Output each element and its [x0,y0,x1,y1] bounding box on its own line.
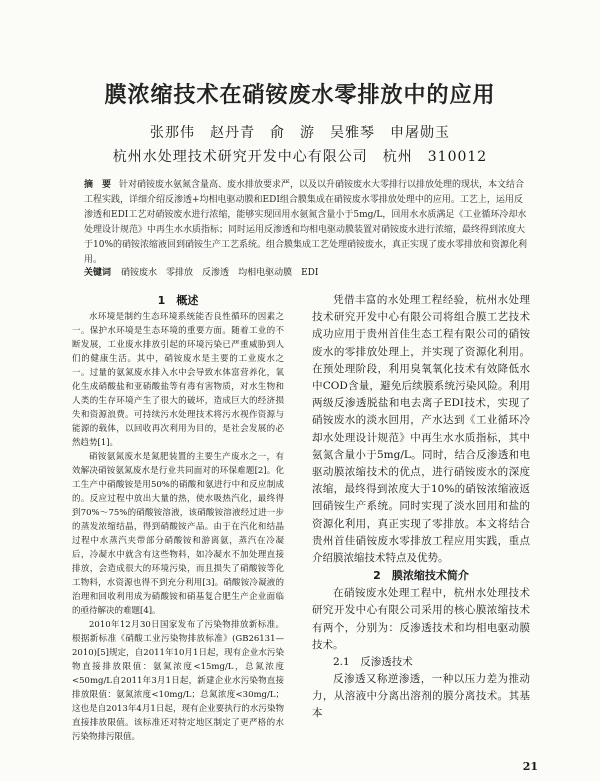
paragraph: 2010年12月30日国家发布了污染物排放新标准。根据新标准《硝酸工业污染物排放标准》(GB26131—2010)[5]规定，自2011年10月1日起，现有企业水污染物直接排放限值：氨氮浓度<15mg/L，总氮浓度<50mg/L自2011年3月1日起，新建企业水污染物直接排放限值：氨氮浓度<10mg/L；总氮浓度<30mg/L；这也是自2013年4月1日起，现有企业要执行的水污染物直接排放限值。该标准还对特定地区制定了更严格的水污染物排污限值。 [72,620,284,742]
keyword: 均相电驱动膜 [238,268,293,278]
keyword: 硝铵废水 [121,268,158,278]
keywords [84,266,530,280]
keyword: EDI [301,268,319,278]
abstract-label: 摘 要 [84,180,112,190]
section-heading: 1 概述 [157,294,199,307]
paragraph: 硝铵氨氮废水是氮肥装置的主要生产废水之一，有效解决硝铵氨氮废水是行业共同面对的环保难题[2]。化工生产中硝酸铵是用50%的硝酸和氨进行中和反应制成的。反应过程中放出大量的热，使水吸热汽化，最终得到70%～75%的硝酸铵溶液，该硝酸铵溶液经过进一步的蒸发浓缩结晶，得到硝酸铵产品。由于在汽化和结晶过程中水蒸汽夹带部分硝酸铵和游离氨，蒸汽在冷凝后，冷凝水中就含有这些物料，如冷凝水不加处理直接排放，会造成很大的环境污染，而且损失了硝酸铵等化工物料，水资源也得不到充分利用[3]。硝酸铵冷凝液的治理和回收利用成为硝酸铵和硝基复合肥生产企业面临的亟待解决的难题[4]。 [72,452,284,616]
right-column [312,292,530,723]
paragraph: 反渗透又称逆渗透，一种以压力差为推动力，从溶液中分离出溶剂的膜分离技术。其基本 [312,673,530,720]
authors: 张那伟 赵丹青 俞 游 吴雅琴 申屠勋玉 [150,125,450,141]
subsection-heading: 2.1 反渗透技术 [333,656,413,669]
keywords-label: 关键词 [84,268,112,278]
abstract-text: 针对硝铵废水氨氮含量高、废水排放要求严，以及以升硝铵废水大零排行以排放处理的现状，本文结合工程实践，详细介绍反渗透+均相电驱动膜和EDI组合膜集成在硝铵废水零排放处理中的应用。工艺上，运用反渗透和EDI工艺对硝铵废水进行浓缩，能够实现回用水氨氮含量小于5mg/L，回用水水质满足《工业循环冷却水处理设计规范》中再生水水质指标；同时运用反渗透和均相电驱动膜装置对硝铵废水进行浓缩，最终得到浓度大于10%的硝铵浓缩液回到硝铵生产工艺系统。组合膜集成工艺处理硝铵废水，真正实现了废水零排放和资源化利用。 [84,180,528,265]
section-heading: 2 膜浓缩技术简介 [373,569,469,583]
paragraph: 在硝铵废水处理工程中，杭州水处理技术研究开发中心有限公司采用的核心膜浓缩技术有两个，分别为：反渗透技术和均相电驱动膜技术。 [312,587,530,651]
abstract [84,178,530,268]
keyword: 零排放 [166,268,194,278]
paragraph: 凭借丰富的水处理工程经验，杭州水处理技术研究开发中心有限公司将组合膜工艺技术成功应用于贵州首佳生态工程有限公司的硝铵废水的零排放处理上，并实现了资源化利用。在预处理阶段，利用臭氧氧化技术有效降低水中COD含量，避免后续膜系统污染风险。利用两级反渗透脱盐和电去离子EDI技术，实现了硝铵废水的淡水回用，产水达到《工业循环冷却水处理设计规范》中再生水水质指标，其中氨氮含量小于5mg/L。同时，结合反渗透和电驱动膜浓缩技术的优点，进行硝铵废水的深度浓缩，最终得到浓度大于10%的硝铵浓缩液返回硝铵生产系统。同时实现了淡水回用和盐的资源化利用，真正实现了零排放。本文将结合贵州首佳硝铵废水零排放工程应用实践，重点介绍膜浓缩技术特点及优势。 [312,294,530,565]
left-column [72,292,284,744]
paragraph: 水环境是制约生态环境系统能否良性循环的因素之一。保护水环境是生态环境的重要方面。随着工业的不断发展，工业废水排放引起的环境污染已严重威胁到人们的健康生活。其中，硝铵废水是主要的工业废水之一。过量的氨氮废水排入水中会导致水体富营养化，氧化生成硝酸盐和亚硝酸盐等有毒有害物质，对水生物和人类的生存环境产生了很大的破坏，造成巨大的经济损失和资源浪费。可持续污水处理技术将污水视作资源与能源的载体，以回收再次利用为目的，是社会发展的必然趋势[1]。 [72,312,284,448]
affiliation: 杭州水处理技术研究开发中心有限公司 杭州 310012 [112,149,488,165]
page-number: 21 [522,760,538,773]
keyword: 反渗透 [202,268,230,278]
paper-title: 膜浓缩技术在硝铵废水零排放中的应用 [104,83,496,108]
